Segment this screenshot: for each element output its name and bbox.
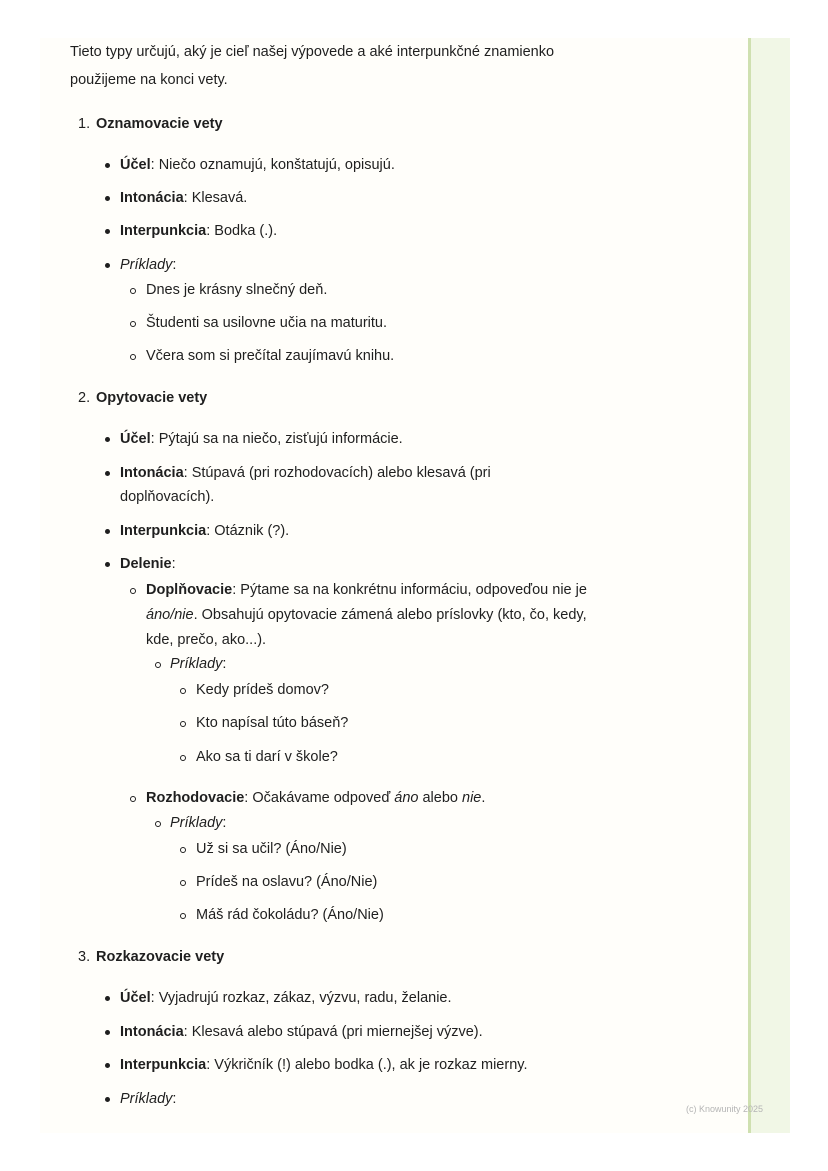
text: alebo (418, 790, 463, 806)
list-item (120, 487, 214, 507)
list-item (170, 813, 226, 833)
bullet-circle-icon (180, 880, 186, 886)
bullet-circle-icon (180, 755, 186, 761)
bullet-disc-icon (105, 996, 110, 1001)
list-item (120, 221, 277, 241)
italic-text: áno (394, 790, 419, 806)
margin-strip (748, 38, 790, 1133)
bullet-circle-icon (180, 847, 186, 853)
bullet-disc-icon (105, 1063, 110, 1068)
text: doplňovacích). (120, 489, 215, 505)
list-item (120, 988, 452, 1008)
bold-text: Rozkazovacie vety (96, 949, 225, 965)
bullet-circle-icon (155, 821, 161, 827)
bullet-disc-icon (105, 437, 110, 442)
italic-text: Príklady (120, 1091, 173, 1107)
bullet-circle-icon (130, 288, 136, 294)
italic-text: Príklady (170, 656, 223, 672)
section-heading (96, 388, 207, 408)
list-item (120, 429, 403, 449)
bold-text: Účel (120, 431, 151, 447)
text: : Výkričník (!) alebo bodka (.), ak je rozkaz mierny. (206, 1057, 528, 1073)
bullet-disc-icon (105, 1097, 110, 1102)
text: Kto napísal túto báseň? (196, 715, 349, 731)
text: : Očakávame odpoveď (244, 790, 395, 806)
paragraph-line (70, 42, 554, 62)
list-item (196, 839, 347, 859)
bullet-circle-icon (130, 321, 136, 327)
text: : Stúpavá (pri rozhodovacích) alebo klesavá (pri (183, 465, 491, 481)
list-item (120, 255, 176, 275)
text: : Niečo oznamujú, konštatujú, opisujú. (150, 157, 395, 173)
bold-text: Rozhodovacie (146, 790, 245, 806)
bold-text: Interpunkcia (120, 523, 207, 539)
bullet-disc-icon (105, 562, 110, 567)
bullet-disc-icon (105, 263, 110, 268)
list-item (146, 630, 266, 650)
bullet-circle-icon (130, 588, 136, 594)
list-number: 1. (78, 116, 91, 132)
list-item (146, 313, 387, 333)
list-item (146, 788, 485, 808)
paragraph-line (70, 70, 228, 90)
text: Študenti sa usilovne učia na maturitu. (146, 315, 387, 331)
bold-text: Intonácia (120, 1024, 184, 1040)
text: : (222, 815, 227, 831)
bold-text: Intonácia (120, 190, 184, 206)
bullet-circle-icon (130, 354, 136, 360)
list-number: 2. (78, 390, 91, 406)
list-item (120, 554, 176, 574)
list-item (120, 521, 289, 541)
text: : Pýtajú sa na niečo, zisťujú informácie. (150, 431, 403, 447)
bullet-disc-icon (105, 163, 110, 168)
text: : Vyjadrujú rozkaz, zákaz, výzvu, radu, želanie. (150, 990, 452, 1006)
list-item (196, 872, 377, 892)
text: Dnes je krásny slnečný deň. (146, 282, 328, 298)
bullet-disc-icon (105, 229, 110, 234)
list-item (196, 905, 384, 925)
bold-text: Interpunkcia (120, 1057, 207, 1073)
bullet-circle-icon (180, 688, 186, 694)
bold-text: Intonácia (120, 465, 184, 481)
text: : Otáznik (?). (206, 523, 290, 539)
list-item (196, 713, 348, 733)
text: použijeme na konci vety. (70, 72, 228, 88)
list-item (196, 747, 338, 767)
list-item (120, 1055, 527, 1075)
list-item (146, 580, 587, 600)
list-item (146, 605, 587, 625)
list-item (120, 188, 247, 208)
italic-text: Príklady (120, 257, 173, 273)
italic-text: Príklady (170, 815, 223, 831)
list-item (120, 155, 395, 175)
bold-text: Oznamovacie vety (96, 116, 223, 132)
italic-text: nie (462, 790, 482, 806)
text: Kedy prídeš domov? (196, 682, 329, 698)
text: Včera som si prečítal zaujímavú knihu. (146, 348, 395, 364)
text: kde, prečo, ako...). (146, 632, 267, 648)
text: : (172, 257, 177, 273)
copyright-footer: (c) Knowunity 2025 (686, 1104, 764, 1114)
list-item (170, 654, 226, 674)
text: Prídeš na oslavu? (Áno/Nie) (196, 874, 378, 890)
text: . (481, 790, 486, 806)
text: : Bodka (.). (206, 223, 278, 239)
bullet-disc-icon (105, 196, 110, 201)
text: Máš rád čokoládu? (Áno/Nie) (196, 907, 384, 923)
italic-text: áno/nie (146, 607, 194, 623)
bullet-circle-icon (130, 796, 136, 802)
text: : (172, 1091, 177, 1107)
list-item (120, 1089, 176, 1109)
bold-text: Interpunkcia (120, 223, 207, 239)
bold-text: Delenie (120, 556, 172, 572)
list-item (146, 346, 394, 366)
bold-text: Účel (120, 157, 151, 173)
text: : (171, 556, 176, 572)
list-item (196, 680, 329, 700)
bullet-disc-icon (105, 471, 110, 476)
text: : (222, 656, 227, 672)
text: Tieto typy určujú, aký je cieľ našej výpovede a aké interpunkčné znamienko (70, 44, 555, 60)
text: . Obsahujú opytovacie zámená alebo príslovky (kto, čo, kedy, (193, 607, 587, 623)
section-heading (96, 947, 224, 967)
bold-text: Doplňovacie (146, 582, 233, 598)
bullet-circle-icon (180, 913, 186, 919)
bullet-disc-icon (105, 1030, 110, 1035)
list-item (120, 463, 491, 483)
text: Už si sa učil? (Áno/Nie) (196, 841, 347, 857)
section-heading (96, 114, 223, 134)
bullet-circle-icon (155, 662, 161, 668)
text: : Klesavá. (183, 190, 248, 206)
text: Ako sa ti darí v škole? (196, 749, 338, 765)
list-item (120, 1022, 483, 1042)
text: : Klesavá alebo stúpavá (pri miernejšej výzve). (183, 1024, 483, 1040)
list-number: 3. (78, 949, 91, 965)
bold-text: Účel (120, 990, 151, 1006)
bullet-disc-icon (105, 529, 110, 534)
text: : Pýtame sa na konkrétnu informáciu, odpoveďou nie je (232, 582, 587, 598)
list-item (146, 280, 327, 300)
bullet-circle-icon (180, 721, 186, 727)
bold-text: Opytovacie vety (96, 390, 208, 406)
